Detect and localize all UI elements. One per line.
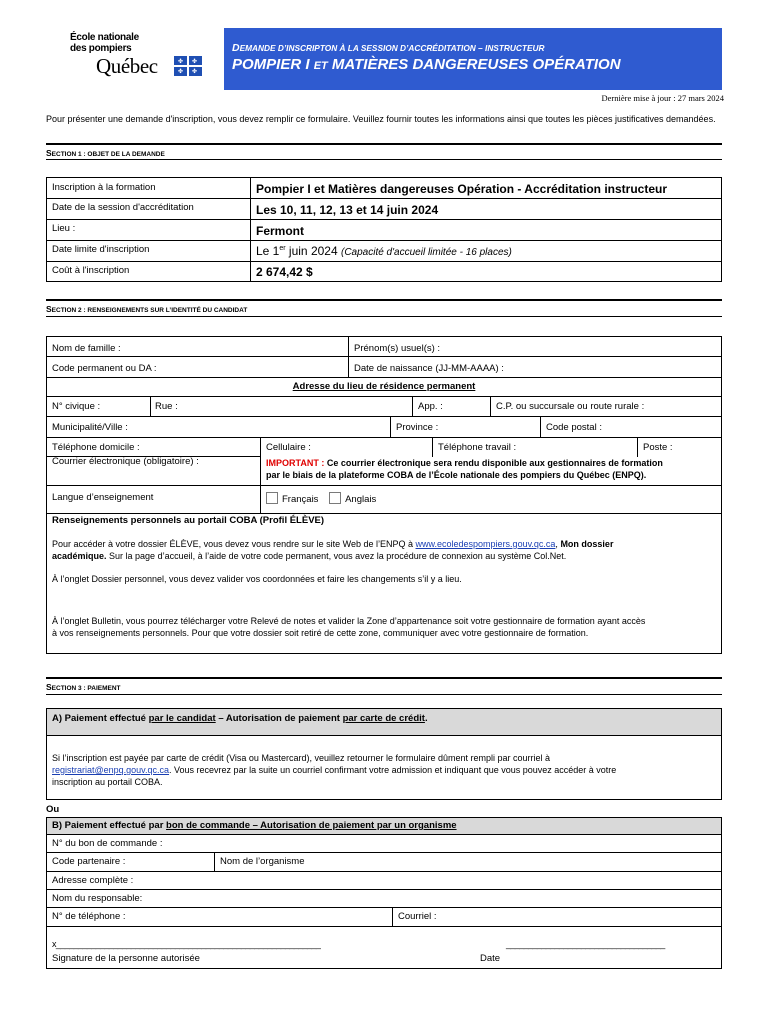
label-francais: Français [282, 494, 319, 505]
label-tel-travail: Téléphone travail : [438, 442, 517, 453]
label-bon-commande: N° du bon de commande : [52, 838, 163, 849]
signature-line[interactable]: x____________________________________________________________ [52, 939, 321, 949]
label-anglais: Anglais [345, 494, 377, 505]
row-label-deadline: Date limite d'inscription [52, 244, 150, 255]
date-line[interactable]: ____________________________________ [506, 939, 665, 949]
label-nom-organisme: Nom de l’organisme [220, 856, 305, 867]
label-adresse: Adresse complète : [52, 875, 134, 886]
label-cp-succursale: C.P. ou succursale ou route rurale : [496, 401, 645, 412]
date-label: Date [480, 953, 501, 964]
quebec-flag-icon: ✤ ✤ ✤ ✤ [174, 56, 202, 76]
label-nom: Nom de famille : [52, 343, 121, 354]
coba-paragraph-3: À l’onglet Bulletin, vous pourrez télécharger votre Relevé de notes et valider la Zone d’appartenance soit votre gestionnaire de formation ayant accès à vos renseignements personnels. Pour que votre dossier soit retiré de cette zone, communiquer avec votre gestionnaire de formation. [52, 616, 646, 638]
registrariat-email-link[interactable]: registrariat@enpq.gouv.qc.ca [52, 765, 170, 775]
important-notice: IMPORTANT : Ce courrier électronique sera rendu disponible aux gestionnaires de formation par le biais de la plateforme COBA de l’École nationale des pompiers du Québec (ENPQ). [266, 458, 663, 480]
label-telephone: N° de téléphone : [52, 911, 126, 922]
label-code-permanent: Code permanent ou DA : [52, 363, 157, 374]
row-value-cost: 2 674,42 $ [256, 265, 313, 279]
label-tel-domicile: Téléphone domicile : [52, 442, 140, 453]
checkbox-anglais[interactable] [329, 492, 341, 504]
logo-line-3: Québec [96, 54, 158, 78]
header-title: POMPIER I ET MATIÈRES DANGEREUSES OPÉRATION [232, 56, 621, 73]
coba-paragraph-2: À l’onglet Dossier personnel, vous devez valider vos coordonnées et faire les changements s’il y a lieu. [52, 574, 462, 584]
label-prenom: Prénom(s) usuel(s) : [354, 343, 441, 354]
header-subtitle: DEMANDE D’INSCRIPTON À LA SESSION D’ACCRÉDITATION – INSTRUCTEUR [232, 42, 545, 54]
intro-text: Pour présenter une demande d'inscription, vous devez remplir ce formulaire. Veuillez fournir toutes les informations ainsi que toutes les pièces justificatives demandées. [46, 114, 716, 124]
ecole-website-link[interactable]: www.ecoledespompiers.gouv.qc.ca [415, 539, 556, 549]
section-1-heading: SECTION 1 : OBJET DE LA DEMANDE [46, 148, 165, 158]
payment-b-title: B) Paiement effectué par bon de commande – Autorisation de paiement par un organisme [52, 820, 457, 831]
checkbox-francais[interactable] [266, 492, 278, 504]
adresse-title: Adresse du lieu de résidence permanent [292, 381, 476, 392]
row-label-formation: Inscription à la formation [52, 182, 156, 193]
row-label-lieu: Lieu : [52, 223, 76, 234]
section-2-heading: SECTION 2 : RENSEIGNEMENTS SUR L’IDENTITÉ DU CANDIDAT [46, 304, 248, 314]
row-label-session-date: Date de la session d'accréditation [52, 202, 194, 213]
section-3-heading: SECTION 3 : PAIEMENT [46, 682, 121, 692]
coba-paragraph-1: Pour accéder à votre dossier ÉLÈVE, vous devez vous rendre sur le site Web de l’ENPQ à www.ecoledespompiers.gouv.qc.ca, Mon dossier académique. Sur la page d’accueil, à l’aide de votre code permanent, vous avez la procédure de connexion au système Col.Net. [52, 539, 614, 561]
label-province: Province : [396, 422, 439, 433]
enpq-logo [62, 28, 212, 84]
row-value-session-date: Les 10, 11, 12, 13 et 14 juin 2024 [256, 203, 439, 217]
label-courriel: Courrier électronique (obligatoire) : [52, 456, 199, 467]
last-update: Dernière mise à jour : 27 mars 2024 [601, 93, 724, 103]
label-municipalite: Municipalité/Ville : [52, 422, 128, 433]
label-code-postal: Code postal : [546, 422, 602, 433]
signature-label: Signature de la personne autorisée [52, 953, 200, 964]
label-date-naissance: Date de naissance (JJ-MM-AAAA) : [354, 363, 504, 374]
label-no-civique: N° civique : [52, 401, 101, 412]
label-cellulaire: Cellulaire : [266, 442, 311, 453]
coba-title: Renseignements personnels au portail COBA (Profil ÉLÈVE) [52, 515, 325, 526]
label-langue: Langue d’enseignement [52, 492, 154, 503]
header-banner [224, 28, 722, 90]
label-courriel-b: Courriel : [398, 911, 437, 922]
row-label-cost: Coût à l'inscription [52, 265, 130, 276]
label-responsable: Nom du responsable: [52, 893, 143, 904]
label-poste: Poste : [643, 442, 673, 453]
payment-a-title: A) Paiement effectué par le candidat – Autorisation de paiement par carte de crédit. [52, 713, 428, 724]
row-value-lieu: Fermont [256, 224, 304, 238]
label-rue: Rue : [155, 401, 178, 412]
payment-a-text: Si l’inscription est payée par carte de crédit (Visa ou Mastercard), veuillez retourner le formulaire dûment rempli par courriel à registrariat@enpq.gouv.qc.ca. Vous recevrez par la suite un courriel confirmant votre admission et indiquant que vous pouvez accéder à votre inscription au portail COBA. [52, 753, 617, 787]
label-app: App. : [418, 401, 443, 412]
row-value-deadline: Le 1er juin 2024 (Capacité d'accueil limitée - 16 places) [256, 244, 512, 258]
langue-options [266, 492, 376, 505]
logo-line-2: des pompiers [70, 43, 132, 54]
row-value-formation: Pompier I et Matières dangereuses Opération - Accréditation instructeur [256, 182, 667, 196]
label-code-partenaire: Code partenaire : [52, 856, 126, 867]
logo-line-1: École nationale [70, 32, 139, 43]
section-1-rule [46, 143, 722, 145]
ou-label: Ou [46, 804, 60, 815]
